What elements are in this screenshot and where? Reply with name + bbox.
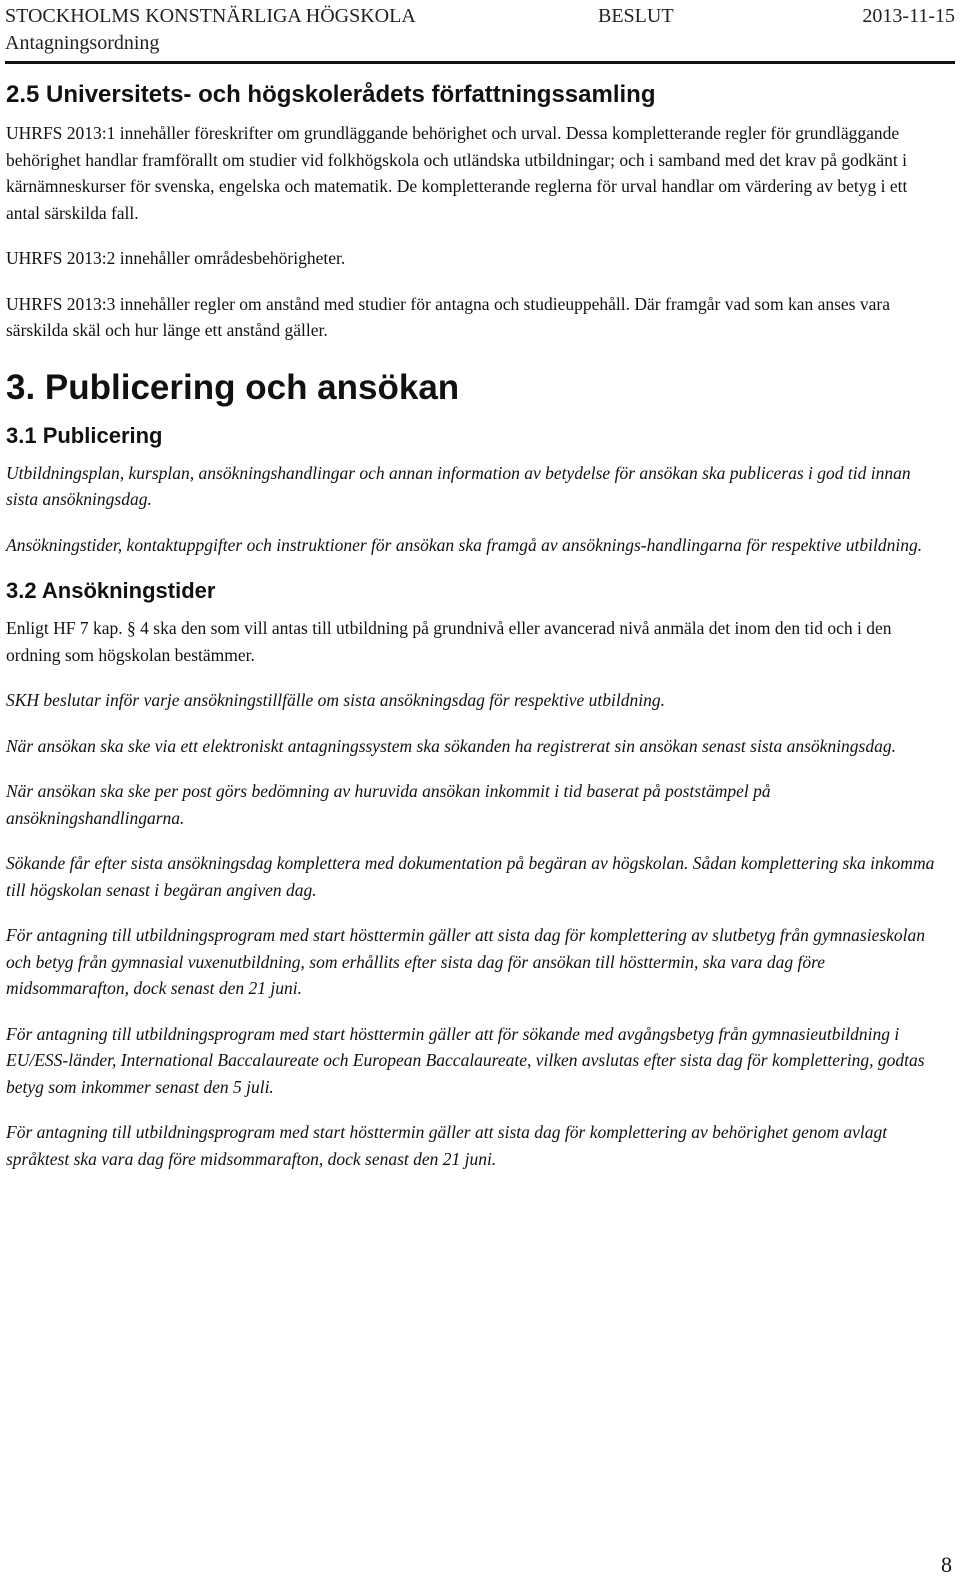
section-3-2-paragraph-6: För antagning till utbildningsprogram med start hösttermin gäller att för sökande med avgångsbetyg från gymnasieutbildning i EU/ESS-länder, International Baccalaureate och European Baccalaureate, vilken avslutas efter sista dag för komplettering, godtas betyg som inkommer senast den 5 juli. [6, 1023, 925, 1097]
section-3-2-paragraph-4: Sökande får efter sista ansökningsdag komplettera med dokumentation på begäran av högskolan. Sådan komplettering ska inkomma till högskolan senast i begäran angiven dag. [6, 853, 935, 900]
header-divider [5, 61, 955, 64]
section-2-5-heading: 2.5 Universitets- och högskolerådets författningssamling [6, 81, 656, 108]
section-2-5-paragraph-3: UHRFS 2013:3 innehåller regler om anstånd med studier för antagna och studieuppehåll. Där framgår vad som kan anses vara särskilda skäl och hur länge ett anstånd gäller. [6, 293, 890, 340]
section-3-1-paragraph-2: Ansökningstider, kontaktuppgifter och instruktioner för ansökan ska framgå av ansöknings-handlingarna för respektive utbildning. [6, 534, 923, 555]
header-date: 2013-11-15 [862, 5, 955, 27]
section-2-5-paragraph-2: UHRFS 2013:2 innehåller områdesbehörigheter. [6, 248, 346, 268]
document-body [6, 80, 941, 1191]
section-2-5-paragraph-1: UHRFS 2013:1 innehåller föreskrifter om grundläggande behörighet och urval. Dessa kompletterande regler för grundläggande behörighet handlar framförallt om studier vid folkhögskola och utländska utbildningar; och i samband med det krav på godkänt i kärnämneskurser för svenska, engelska och matematik. De kompletterande reglerna för urval handlar om värdering av betyg i ett antal särskilda fall. [6, 123, 908, 223]
header-school-name: STOCKHOLMS KONSTNÄRLIGA HÖGSKOLA [5, 5, 416, 27]
header-row-bottom [5, 30, 955, 57]
section-3-2-paragraph-3: När ansökan ska ske per post görs bedömning av huruvida ansökan inkommit i tid baserat på poststämpel på ansökningshandlingarna. [6, 781, 771, 828]
header-row-top [5, 3, 955, 30]
section-3-2-paragraph-2: När ansökan ska ske via ett elektroniskt antagningssystem ska sökanden ha registrerat sin ansökan senast sista ansökningsdag. [6, 735, 896, 756]
section-3-2-paragraph-7: För antagning till utbildningsprogram med start hösttermin gäller att sista dag för komplettering av behörighet genom avlagt språktest ska vara dag före midsommarafton, dock senast den 21 juni. [6, 1122, 888, 1169]
section-3-2-paragraph-5: För antagning till utbildningsprogram med start hösttermin gäller att sista dag för komplettering av slutbetyg från gymnasieskolan och betyg från gymnasial vuxenutbildning, som erhållits efter sista dag för ansökan till hösttermin, ska vara dag före midsommarafton, dock senast den 21 juni. [6, 925, 926, 998]
page-header [5, 3, 955, 57]
section-3-1-paragraph-1: Utbildningsplan, kursplan, ansökningshandlingar och annan information av betydelse för ansökan ska publiceras i god tid innan sista ansökningsdag. [6, 462, 911, 509]
section-3-heading: 3. Publicering och ansökan [6, 367, 460, 407]
header-document-type: BESLUT [598, 5, 674, 27]
page-number: 8 [941, 1552, 952, 1577]
section-3-1-heading: 3.1 Publicering [6, 422, 163, 448]
header-document-title: Antagningsordning [5, 32, 160, 54]
section-3-2-paragraph-1: SKH beslutar inför varje ansökningstillfälle om sista ansökningsdag för respektive utbildning. [6, 690, 665, 710]
section-3-2-heading: 3.2 Ansökningstider [6, 578, 216, 603]
section-3-2-intro: Enligt HF 7 kap. § 4 ska den som vill antas till utbildning på grundnivå eller avancerad nivå anmäla det inom den tid och i den ordning som högskolan bestämmer. [6, 618, 892, 665]
